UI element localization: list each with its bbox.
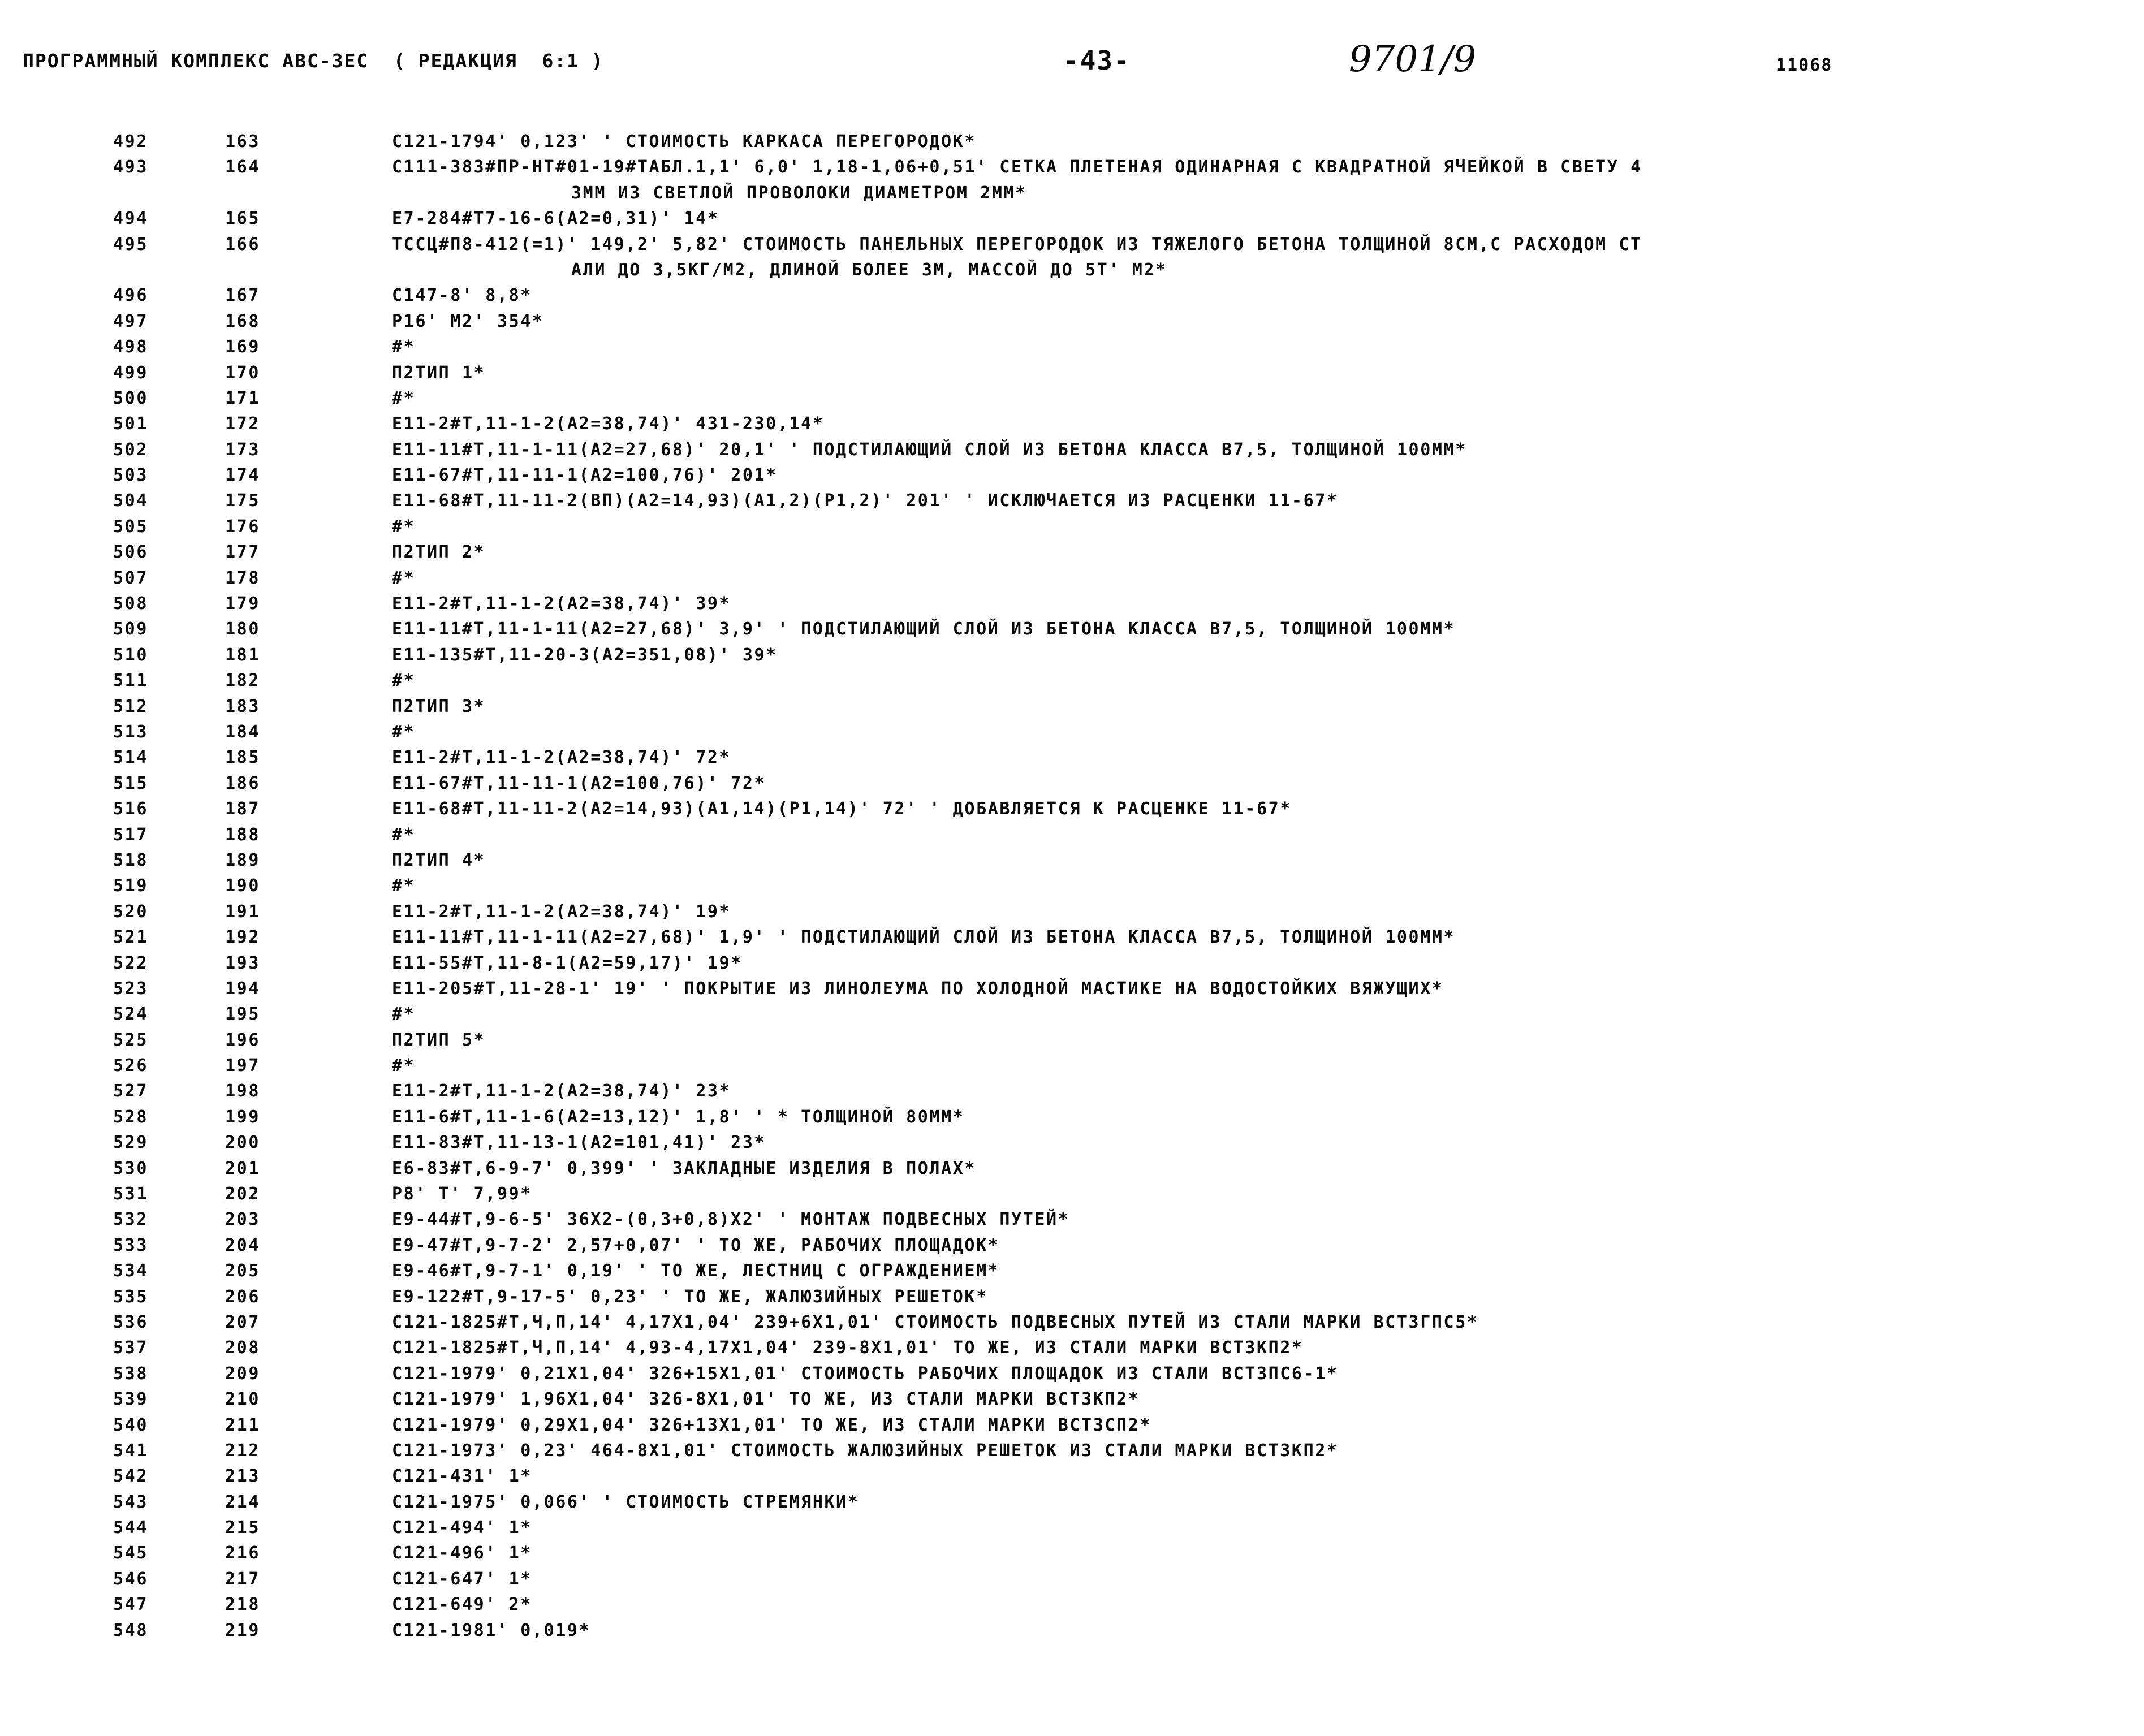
line-number: 497	[113, 311, 148, 331]
line-text: Р16' М2' 354*	[392, 311, 544, 331]
line-text: #*	[392, 516, 416, 537]
line-text: П2ТИП 5*	[392, 1030, 486, 1050]
sequence-number: 177	[225, 542, 260, 563]
sequence-number: 164	[225, 157, 260, 178]
line-number: 547	[113, 1595, 148, 1615]
sequence-number: 166	[225, 234, 260, 254]
line-number: 496	[113, 286, 148, 306]
sequence-number: 184	[225, 722, 260, 742]
line-text: ТССЦ#П8-412(=1)' 149,2' 5,82' СТОИМОСТЬ ПАНЕЛЬНЫХ ПЕРЕГОРОДОК ИЗ ТЯЖЕЛОГО БЕТОНА ТОЛЩИНОЙ 8СМ,С РАСХОДОМ СТ	[392, 234, 1642, 254]
line-number: 528	[113, 1107, 148, 1127]
line-text: Е11-68#Т,11-11-2(А2=14,93)(А1,14)(Р1,14)' 72' ' ДОБАВЛЯЕТСЯ К РАСЦЕНКЕ 11-67*	[392, 799, 1292, 819]
line-number: 541	[113, 1440, 148, 1461]
line-text: #*	[392, 876, 416, 896]
line-text: Е9-44#Т,9-6-5' 36Х2-(0,3+0,8)Х2' ' МОНТАЖ ПОДВЕСНЫХ ПУТЕЙ*	[392, 1210, 1070, 1230]
sequence-number: 200	[225, 1133, 260, 1153]
sequence-number: 218	[225, 1595, 260, 1615]
line-number: 492	[113, 132, 148, 152]
listing-row	[0, 1207, 2144, 1232]
sequence-number: 205	[225, 1261, 260, 1281]
line-text: #*	[392, 1056, 416, 1076]
line-number: 498	[113, 337, 148, 357]
line-number: 506	[113, 542, 148, 563]
line-text: С147-8' 8,8*	[392, 286, 532, 306]
line-text: С121-494' 1*	[392, 1518, 532, 1538]
line-text: Е11-11#Т,11-1-11(А2=27,68)' 3,9' ' ПОДСТИЛАЮЩИЙ СЛОЙ ИЗ БЕТОНА КЛАССА В7,5, ТОЛЩИНОЙ 100ММ*	[392, 619, 1456, 640]
line-number: 540	[113, 1415, 148, 1435]
listing-row	[0, 386, 2144, 411]
listing-row	[0, 360, 2144, 386]
line-number: 500	[113, 388, 148, 408]
listing-row	[0, 488, 2144, 513]
listing-row	[0, 1284, 2144, 1310]
line-text: Е9-47#Т,9-7-2' 2,57+0,07' ' ТО ЖЕ, РАБОЧИХ ПЛОЩАДОК*	[392, 1235, 1000, 1255]
listing-row	[0, 1258, 2144, 1284]
line-text: Е11-205#Т,11-28-1' 19' ' ПОКРЫТИЕ ИЗ ЛИНОЛЕУМА ПО ХОЛОДНОЙ МАСТИКЕ НА ВОДОСТОЙКИХ ВЯЖУЩИХ*	[392, 978, 1444, 999]
line-text: С121-1973' 0,23' 464-8Х1,01' СТОИМОСТЬ ЖАЛЮЗИЙНЫХ РЕШЕТОК ИЗ СТАЛИ МАРКИ ВСТ3КП2*	[392, 1440, 1339, 1461]
line-text: С121-1825#Т,Ч,П,14' 4,93-4,17Х1,04' 239-8Х1,01' ТО ЖЕ, ИЗ СТАЛИ МАРКИ ВСТ3КП2*	[392, 1338, 1304, 1358]
line-number: 515	[113, 773, 148, 793]
listing-row	[0, 1233, 2144, 1258]
listing-row	[0, 1489, 2144, 1515]
line-text: Е11-2#Т,11-1-2(А2=38,74)' 72*	[392, 748, 731, 768]
sequence-number: 176	[225, 516, 260, 537]
sequence-number: 192	[225, 927, 260, 948]
line-text: С121-647' 1*	[392, 1569, 532, 1589]
line-text: Е6-83#Т,6-9-7' 0,399' ' ЗАКЛАДНЫЕ ИЗДЕЛИЯ В ПОЛАХ*	[392, 1158, 977, 1178]
line-number: 493	[113, 157, 148, 178]
sequence-number: 171	[225, 388, 260, 408]
line-text: #*	[392, 337, 416, 357]
line-number: 507	[113, 568, 148, 588]
sequence-number: 187	[225, 799, 260, 819]
line-text: Е11-2#Т,11-1-2(А2=38,74)' 23*	[392, 1081, 731, 1102]
sequence-number: 181	[225, 645, 260, 665]
sequence-number: 169	[225, 337, 260, 357]
listing-row	[0, 1515, 2144, 1540]
line-number: 514	[113, 748, 148, 768]
line-text: #*	[392, 671, 416, 691]
line-text: Е11-11#Т,11-1-11(А2=27,68)' 1,9' ' ПОДСТИЛАЮЩИЙ СЛОЙ ИЗ БЕТОНА КЛАССА В7,5, ТОЛЩИНОЙ 100ММ*	[392, 927, 1456, 948]
sequence-number: 214	[225, 1492, 260, 1512]
sequence-number: 208	[225, 1338, 260, 1358]
line-number: 510	[113, 645, 148, 665]
listing-row	[0, 745, 2144, 770]
listing-row	[0, 976, 2144, 1001]
line-text: П2ТИП 4*	[392, 850, 486, 870]
listing-row	[0, 1078, 2144, 1104]
line-number: 545	[113, 1543, 148, 1564]
sequence-number: 173	[225, 439, 260, 460]
sequence-number: 183	[225, 696, 260, 716]
line-number: 508	[113, 594, 148, 614]
listing-row	[0, 848, 2144, 873]
line-text: С121-431' 1*	[392, 1466, 532, 1487]
sequence-number: 201	[225, 1158, 260, 1178]
line-number: 516	[113, 799, 148, 819]
line-text: Е9-46#Т,9-7-1' 0,19' ' ТО ЖЕ, ЛЕСТНИЦ С ОГРАЖДЕНИЕМ*	[392, 1261, 1000, 1281]
line-text: Е9-122#Т,9-17-5' 0,23' ' ТО ЖЕ, ЖАЛЮЗИЙНЫХ РЕШЕТОК*	[392, 1286, 988, 1307]
line-text: Е11-67#Т,11-11-1(А2=100,76)' 201*	[392, 465, 778, 486]
sequence-number: 168	[225, 311, 260, 331]
listing-row	[0, 1335, 2144, 1361]
line-text: Е11-83#Т,11-13-1(А2=101,41)' 23*	[392, 1133, 766, 1153]
listing-row	[0, 616, 2144, 642]
line-number: 526	[113, 1056, 148, 1076]
listing-row	[0, 719, 2144, 745]
sequence-number: 175	[225, 491, 260, 511]
listing-row	[0, 463, 2144, 488]
line-number: 512	[113, 696, 148, 716]
line-number: 518	[113, 850, 148, 870]
sequence-number: 180	[225, 619, 260, 640]
line-text: С121-1981' 0,019*	[392, 1620, 591, 1640]
line-number: 511	[113, 671, 148, 691]
line-text: С121-496' 1*	[392, 1543, 532, 1564]
sequence-number: 195	[225, 1004, 260, 1025]
line-text: 3ММ ИЗ СВЕТЛОЙ ПРОВОЛОКИ ДИАМЕТРОМ 2ММ*	[571, 183, 1027, 203]
listing-row	[0, 1540, 2144, 1566]
handwritten-annotation: 9701/9	[1349, 38, 1477, 80]
sequence-number: 204	[225, 1235, 260, 1255]
line-number: 533	[113, 1235, 148, 1255]
sequence-number: 215	[225, 1518, 260, 1538]
line-number: 524	[113, 1004, 148, 1025]
sequence-number: 167	[225, 286, 260, 306]
sequence-number: 182	[225, 671, 260, 691]
listing-row	[0, 514, 2144, 539]
sequence-number: 186	[225, 773, 260, 793]
line-number: 505	[113, 516, 148, 537]
sequence-number: 194	[225, 978, 260, 999]
listing-row	[0, 1387, 2144, 1412]
sequence-number: 207	[225, 1312, 260, 1332]
listing-row	[0, 1310, 2144, 1335]
line-text: С121-1979' 1,96Х1,04' 326-8Х1,01' ТО ЖЕ, ИЗ СТАЛИ МАРКИ ВСТ3КП2*	[392, 1389, 1140, 1410]
listing-row	[0, 309, 2144, 334]
line-text: Е11-6#Т,11-1-6(А2=13,12)' 1,8' ' * ТОЛЩИНОЙ 80ММ*	[392, 1107, 965, 1127]
sequence-number: 198	[225, 1081, 260, 1102]
listing-row	[0, 771, 2144, 796]
sequence-number: 206	[225, 1286, 260, 1307]
line-number: 501	[113, 414, 148, 434]
sequence-number: 217	[225, 1569, 260, 1589]
line-number: 504	[113, 491, 148, 511]
sequence-number: 163	[225, 132, 260, 152]
line-number: 530	[113, 1158, 148, 1178]
page-number: -43-	[1063, 45, 1131, 76]
line-text: #*	[392, 388, 416, 408]
listing-row	[0, 539, 2144, 565]
sequence-number: 189	[225, 850, 260, 870]
line-number: 534	[113, 1261, 148, 1281]
line-number: 520	[113, 901, 148, 922]
sequence-number: 179	[225, 594, 260, 614]
line-text: Е11-135#Т,11-20-3(А2=351,08)' 39*	[392, 645, 778, 665]
line-number: 536	[113, 1312, 148, 1332]
listing-row	[0, 154, 2144, 180]
line-number: 538	[113, 1363, 148, 1384]
sequence-number: 193	[225, 953, 260, 973]
line-number: 543	[113, 1492, 148, 1512]
line-number: 532	[113, 1210, 148, 1230]
line-number: 522	[113, 953, 148, 973]
sequence-number: 212	[225, 1440, 260, 1461]
sequence-number: 213	[225, 1466, 260, 1487]
line-number: 548	[113, 1620, 148, 1640]
code-listing	[0, 129, 2144, 1712]
line-number: 499	[113, 362, 148, 383]
line-number: 517	[113, 824, 148, 845]
line-number: 527	[113, 1081, 148, 1102]
line-text: С111-383#ПР-НТ#01-19#ТАБЛ.1,1' 6,0' 1,18-1,06+0,51' СЕТКА ПЛЕТЕНАЯ ОДИНАРНАЯ С КВАДРАТНОЙ ЯЧЕЙКОЙ В СВЕТУ 4	[392, 157, 1642, 178]
listing-continuation-line	[0, 180, 2144, 206]
listing-row	[0, 1592, 2144, 1617]
sequence-number: 170	[225, 362, 260, 383]
line-number: 523	[113, 978, 148, 999]
line-number: 546	[113, 1569, 148, 1589]
sequence-number: 209	[225, 1363, 260, 1384]
document-number: 11068	[1776, 55, 1833, 75]
listing-row	[0, 642, 2144, 668]
listing-row	[0, 1001, 2144, 1027]
sequence-number: 165	[225, 209, 260, 229]
listing-row	[0, 232, 2144, 257]
line-number: 529	[113, 1133, 148, 1153]
line-text: С121-1979' 0,29Х1,04' 326+13Х1,01' ТО ЖЕ, ИЗ СТАЛИ МАРКИ ВСТ3СП2*	[392, 1415, 1151, 1435]
sequence-number: 188	[225, 824, 260, 845]
sequence-number: 203	[225, 1210, 260, 1230]
sequence-number: 210	[225, 1389, 260, 1410]
listing-row	[0, 565, 2144, 591]
listing-row	[0, 873, 2144, 899]
line-text: Е11-68#Т,11-11-2(ВП)(А2=14,93)(А1,2)(Р1,2)' 201' ' ИСКЛЮЧАЕТСЯ ИЗ РАСЦЕНКИ 11-67*	[392, 491, 1339, 511]
listing-row	[0, 1361, 2144, 1387]
listing-row	[0, 951, 2144, 976]
listing-row	[0, 1413, 2144, 1438]
sequence-number: 172	[225, 414, 260, 434]
line-text: П2ТИП 2*	[392, 542, 486, 563]
listing-row	[0, 334, 2144, 360]
listing-row	[0, 411, 2144, 437]
sequence-number: 190	[225, 876, 260, 896]
listing-row	[0, 899, 2144, 925]
line-number: 509	[113, 619, 148, 640]
line-text: П2ТИП 1*	[392, 362, 486, 383]
line-number: 535	[113, 1286, 148, 1307]
line-text: С121-649' 2*	[392, 1595, 532, 1615]
listing-row	[0, 694, 2144, 719]
line-number: 542	[113, 1466, 148, 1487]
line-text: П2ТИП 3*	[392, 696, 486, 716]
document-title: ПРОГРАММНЫЙ КОМПЛЕКС АВС-3ЕС ( РЕДАКЦИЯ 6:1 )	[23, 50, 604, 72]
line-number: 513	[113, 722, 148, 742]
line-number: 502	[113, 439, 148, 460]
listing-row	[0, 1104, 2144, 1130]
sequence-number: 191	[225, 901, 260, 922]
line-number: 537	[113, 1338, 148, 1358]
listing-row	[0, 668, 2144, 693]
listing-row	[0, 206, 2144, 231]
sequence-number: 219	[225, 1620, 260, 1640]
line-number: 544	[113, 1518, 148, 1538]
sequence-number: 216	[225, 1543, 260, 1564]
line-text: Е11-2#Т,11-1-2(А2=38,74)' 431-230,14*	[392, 414, 825, 434]
line-text: Е11-2#Т,11-1-2(А2=38,74)' 19*	[392, 901, 731, 922]
line-text: С121-1794' 0,123' ' СТОИМОСТЬ КАРКАСА ПЕРЕГОРОДОК*	[392, 132, 977, 152]
listing-row	[0, 129, 2144, 154]
listing-row	[0, 1181, 2144, 1207]
line-text: Е7-284#Т7-16-6(А2=0,31)' 14*	[392, 209, 719, 229]
line-text: АЛИ ДО 3,5КГ/М2, ДЛИНОЙ БОЛЕЕ 3М, МАССОЙ ДО 5Т' М2*	[571, 260, 1167, 280]
line-text: С121-1975' 0,066' ' СТОИМОСТЬ СТРЕМЯНКИ*	[392, 1492, 860, 1512]
line-number: 531	[113, 1184, 148, 1204]
line-number: 525	[113, 1030, 148, 1050]
line-text: #*	[392, 1004, 416, 1025]
listing-continuation-line	[0, 257, 2144, 283]
line-text: #*	[392, 824, 416, 845]
listing-row	[0, 796, 2144, 822]
listing-row	[0, 1053, 2144, 1078]
line-number: 494	[113, 209, 148, 229]
line-text: Е11-55#Т,11-8-1(А2=59,17)' 19*	[392, 953, 743, 973]
sequence-number: 199	[225, 1107, 260, 1127]
sequence-number: 174	[225, 465, 260, 486]
sequence-number: 197	[225, 1056, 260, 1076]
listing-row	[0, 591, 2144, 616]
line-number: 539	[113, 1389, 148, 1410]
listing-row	[0, 1156, 2144, 1181]
listing-row	[0, 283, 2144, 308]
line-text: Е11-67#Т,11-11-1(А2=100,76)' 72*	[392, 773, 766, 793]
listing-row	[0, 1130, 2144, 1155]
listing-row	[0, 1463, 2144, 1489]
line-number: 503	[113, 465, 148, 486]
listing-row	[0, 822, 2144, 848]
line-text: #*	[392, 568, 416, 588]
line-number: 519	[113, 876, 148, 896]
listing-row	[0, 1438, 2144, 1463]
line-number: 521	[113, 927, 148, 948]
line-text: #*	[392, 722, 416, 742]
listing-row	[0, 437, 2144, 463]
line-number: 495	[113, 234, 148, 254]
sequence-number: 185	[225, 748, 260, 768]
listing-row	[0, 1618, 2144, 1643]
sequence-number: 202	[225, 1184, 260, 1204]
line-text: С121-1979' 0,21Х1,04' 326+15Х1,01' СТОИМОСТЬ РАБОЧИХ ПЛОЩАДОК ИЗ СТАЛИ ВСТ3ПС6-1*	[392, 1363, 1339, 1384]
page-header	[0, 38, 2144, 85]
line-text: Е11-11#Т,11-1-11(А2=27,68)' 20,1' ' ПОДСТИЛАЮЩИЙ СЛОЙ ИЗ БЕТОНА КЛАССА В7,5, ТОЛЩИНОЙ 100ММ*	[392, 439, 1467, 460]
line-text: С121-1825#Т,Ч,П,14' 4,17Х1,04' 239+6Х1,01' СТОИМОСТЬ ПОДВЕСНЫХ ПУТЕЙ ИЗ СТАЛИ МАРКИ ВСТ3ГПС5*	[392, 1312, 1479, 1332]
listing-row	[0, 1027, 2144, 1053]
listing-row	[0, 1566, 2144, 1592]
listing-row	[0, 925, 2144, 950]
sequence-number: 178	[225, 568, 260, 588]
line-text: Р8' Т' 7,99*	[392, 1184, 532, 1204]
sequence-number: 196	[225, 1030, 260, 1050]
line-text: Е11-2#Т,11-1-2(А2=38,74)' 39*	[392, 594, 731, 614]
sequence-number: 211	[225, 1415, 260, 1435]
